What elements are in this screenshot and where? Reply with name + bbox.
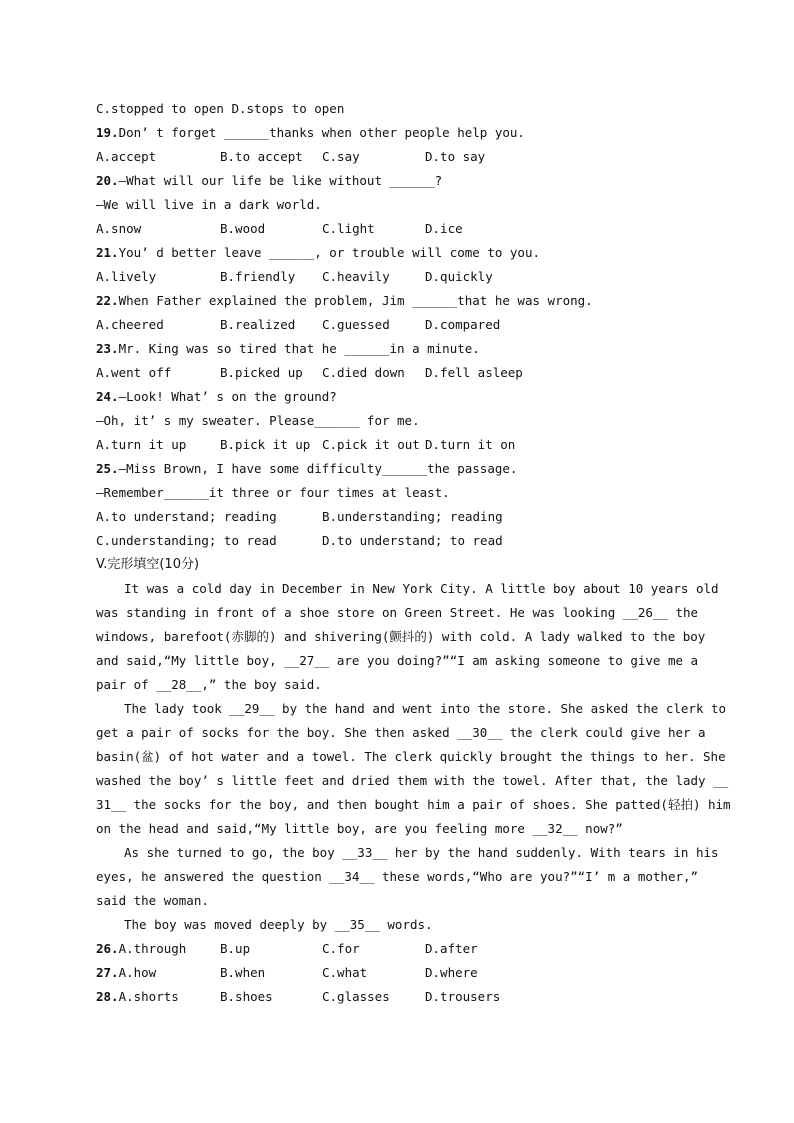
option-d: D.compared <box>425 317 501 332</box>
passage-line: windows, barefoot(赤脚的) and shivering(颤抖的) with cold. A lady walked to the boy <box>96 629 706 644</box>
question-text: —Miss Brown, I have some difficulty______the passage. <box>118 461 518 476</box>
question-22 <box>96 289 696 313</box>
option-a: A.how <box>118 965 157 980</box>
options-20 <box>96 217 696 241</box>
question-25 <box>96 457 696 481</box>
question-19 <box>96 121 696 145</box>
question-number: 23. <box>96 341 119 356</box>
options-19 <box>96 145 696 169</box>
question-text: —Oh, it’ s my sweater. Please______ for me. <box>96 413 420 428</box>
option-d: D.fell asleep <box>425 365 523 380</box>
cloze-options-27 <box>96 961 696 985</box>
option-c: C.heavily <box>322 269 390 284</box>
option-d: D.where <box>425 965 478 980</box>
option-c: C.stopped to open <box>96 101 224 116</box>
passage-line: It was a cold day in December in New York City. A little boy about 10 years old <box>124 581 719 596</box>
option-c: C.understanding; to read <box>96 533 277 548</box>
question-text: —Look! What’ s on the ground? <box>118 389 337 404</box>
option-d: D.stops to open <box>231 101 345 116</box>
passage-line: and said,“My little boy, __27__ are you doing?”“I am asking someone to give me a <box>96 653 699 668</box>
option-a: A.shorts <box>118 989 179 1004</box>
passage-line: get a pair of socks for the boy. She then asked __30__ the clerk could give her a <box>96 725 706 740</box>
cloze-options-28 <box>96 985 696 1009</box>
question-number: 26. <box>96 941 119 956</box>
question-25-line2 <box>96 481 696 505</box>
option-b: B.picked up <box>220 365 303 380</box>
option-c: C.guessed <box>322 317 390 332</box>
passage-line: said the woman. <box>96 893 209 908</box>
option-d: D.turn it on <box>425 437 516 452</box>
passage-line: As she turned to go, the boy __33__ her by the hand suddenly. With tears in his <box>124 845 719 860</box>
question-24 <box>96 385 696 409</box>
option-b: B.friendly <box>220 269 296 284</box>
question-number: 25. <box>96 461 119 476</box>
option-a: A.cheered <box>96 317 164 332</box>
option-a: A.turn it up <box>96 437 187 452</box>
option-a: A.lively <box>96 269 157 284</box>
option-c: C.glasses <box>322 989 390 1004</box>
option-c: C.died down <box>322 365 405 380</box>
passage-line: pair of __28__,” the boy said. <box>96 677 322 692</box>
passage-line: 31__ the socks for the boy, and then bought him a pair of shoes. She patted(轻拍) him <box>96 797 731 812</box>
option-d: D.trousers <box>425 989 501 1004</box>
option-a: A.snow <box>96 221 142 236</box>
question-number: 27. <box>96 965 119 980</box>
section-title: V.完形填空(10分) <box>96 557 200 572</box>
passage-line: eyes, he answered the question __34__ these words,“Who are you?”“I’ m a mother,” <box>96 869 699 884</box>
option-b: B.shoes <box>220 989 273 1004</box>
passage-line: on the head and said,“My little boy, are you feeling more __32__ now?” <box>96 821 623 836</box>
option-d: D.to say <box>425 149 486 164</box>
question-number: 22. <box>96 293 119 308</box>
question-number: 24. <box>96 389 119 404</box>
question-number: 28. <box>96 989 119 1004</box>
option-a: A.accept <box>96 149 157 164</box>
options-25-row2 <box>96 529 696 553</box>
option-a: A.to understand; reading <box>96 509 277 524</box>
option-c: C.what <box>322 965 368 980</box>
question-text: Mr. King was so tired that he ______in a minute. <box>118 341 480 356</box>
option-d: D.ice <box>425 221 463 236</box>
question-number: 20. <box>96 173 119 188</box>
question-text: You’ d better leave ______, or trouble will come to you. <box>118 245 541 260</box>
option-d: D.to understand; to read <box>322 533 503 548</box>
option-b: B.wood <box>220 221 266 236</box>
option-a: A.through <box>118 941 187 956</box>
passage-line: basin(盆) of hot water and a towel. The clerk quickly brought the things to her. She <box>96 749 726 764</box>
option-c: C.pick it out <box>322 437 420 452</box>
passage-line: The lady took __29__ by the hand and went into the store. She asked the clerk to <box>124 701 727 716</box>
option-c: C.say <box>322 149 360 164</box>
cloze-options-26 <box>96 937 696 961</box>
question-text: Don’ t forget ______thanks when other people help you. <box>118 125 525 140</box>
options-23 <box>96 361 696 385</box>
option-d: D.after <box>425 941 478 956</box>
passage-line: The boy was moved deeply by __35__ words. <box>124 917 433 932</box>
option-d: D.quickly <box>425 269 493 284</box>
q18-options <box>96 97 696 121</box>
passage-line: was standing in front of a shoe store on Green Street. He was looking __26__ the <box>96 605 699 620</box>
question-21 <box>96 241 696 265</box>
options-24 <box>96 433 696 457</box>
options-22 <box>96 313 696 337</box>
option-b: B.to accept <box>220 149 303 164</box>
question-number: 21. <box>96 245 119 260</box>
question-24-line2 <box>96 409 696 433</box>
options-21 <box>96 265 696 289</box>
question-text: —Remember______it three or four times at least. <box>96 485 450 500</box>
exam-page <box>96 97 731 1009</box>
option-b: B.pick it up <box>220 437 311 452</box>
option-b: B.up <box>220 941 251 956</box>
option-b: B.when <box>220 965 266 980</box>
question-20-line2 <box>96 193 696 217</box>
option-b: B.realized <box>220 317 296 332</box>
options-25-row1 <box>96 505 696 529</box>
option-c: C.for <box>322 941 360 956</box>
question-20 <box>96 169 696 193</box>
question-23 <box>96 337 696 361</box>
question-text: —We will live in a dark world. <box>96 197 322 212</box>
passage-line: washed the boy’ s little feet and dried them with the towel. After that, the lady __ <box>96 773 729 788</box>
question-text: When Father explained the problem, Jim ______that he was wrong. <box>118 293 593 308</box>
question-text: —What will our life be like without ______? <box>118 173 443 188</box>
option-a: A.went off <box>96 365 172 380</box>
question-number: 19. <box>96 125 119 140</box>
option-b: B.understanding; reading <box>322 509 503 524</box>
option-c: C.light <box>322 221 375 236</box>
